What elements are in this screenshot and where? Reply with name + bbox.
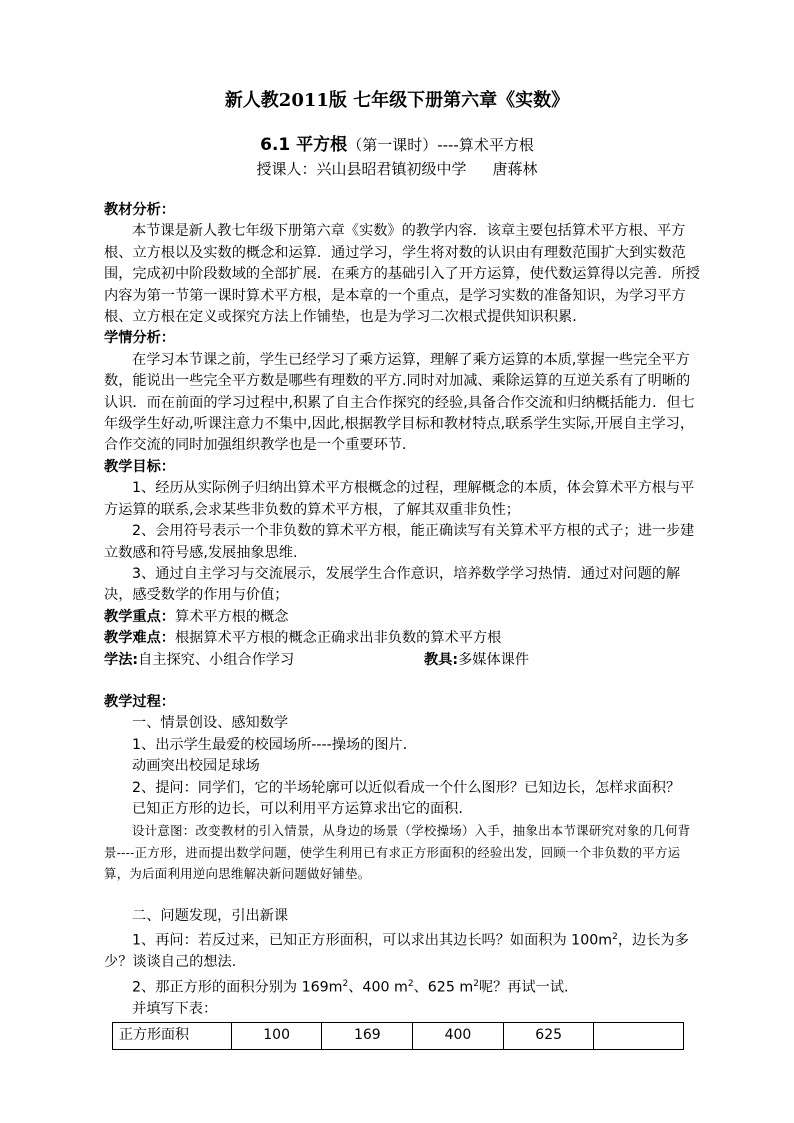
part2-item-1: 1、再问：若反过来，已知正方形面积，可以求出其边长吗？如面积为 $100m^2$，边长为多少？谈谈自己的想法. (104, 932, 689, 971)
document-body (104, 200, 704, 1050)
table-header-cell: 正方形面积 (113, 1023, 232, 1050)
goal-1: 1、经历从实际例子归纳出算术平方根概念的过程，理解概念的本质，体会算术平方根与平方运算的联系,会求某些非负数的算术平方根，了解其双重非负性； (104, 480, 695, 518)
table-cell (594, 1023, 684, 1050)
key-point-heading: 教学重点： (104, 608, 175, 625)
goal-3: 3、通过自主学习与交流展示，发展学生合作意识，培养数学学习热情．通过对问题的解决，感受数学的作用与价值； (104, 565, 681, 604)
part1-item-1: 1、出示学生最爱的校园场所----操场的图片． (132, 736, 417, 753)
part1-item-2: 动画突出校园足球场 (132, 758, 260, 775)
square-area-table (112, 1022, 684, 1050)
table-cell: 169 (322, 1023, 413, 1050)
goal-2: 2、会用符号表示一个非负数的算术平方根，能正确读写有关算术平方根的式子；进一步建立数感和符号感,发展抽象思维. (104, 523, 695, 561)
part2-item-2: 2、那正方形的面积分别为 $169m^2$、400 $m^2$、625 $m^2$呢？再试一试. (132, 978, 569, 996)
difficulty-heading: 教学难点： (104, 630, 175, 647)
teacher-name: 唐蒋林 (492, 160, 538, 178)
document-title: 新人教2011版 七年级下册第六章《实数》 (224, 90, 570, 111)
part1-item-3: 2、提问：同学们，它的半场轮廓可以近似看成一个什么图形？已知边长，怎样求面积？ (132, 779, 681, 796)
process-heading: 教学过程： (104, 693, 175, 710)
difficulty-text: 根据算术平方根的概念正确求出非负数的算术平方根 (174, 630, 502, 647)
table-cell: 100 (231, 1023, 322, 1050)
tools-text: 多媒体课件 (458, 651, 530, 668)
goals-heading: 教学目标： (104, 458, 175, 475)
key-point-text: 算术平方根的概念 (174, 608, 289, 625)
lesson-subtitle (0, 130, 794, 155)
textbook-analysis-heading: 教材分析： (104, 202, 175, 218)
teacher-school: 授课人：兴山县昭君镇初级中学 (256, 160, 467, 178)
key-point-line (104, 607, 704, 628)
textbook-analysis-text: 本节课是新人教七年级下册第六章《实数》的教学内容．该章主要包括算术平方根、平方根、立方根以及实数的概念和运算．通过学习，学生将对数的认识由有理数范围扩大到实数范围，完成初中阶段数域的全部扩展．在乘方的基础引入了开方运算，使代数运算得以完善．所授内容为第一节第一课时算术平方根，是本章的一个重点，是学习实数的准备知识，为学习平方根、立方根在定义或探究方法上作铺垫，也是为学习二次根式提供知识积累． (104, 223, 700, 326)
design-intent-note: 设计意图：改变教材的引入情景，从身边的场景（学校操场）入手，抽象出本节课研究对象的几何背景----正方形，进而提出数学问题，使学生利用已有求正方形面积的经验出发，回顾一个非负数的平方运算，为后面利用逆向思维解决新问题做好铺垫。 (104, 823, 691, 882)
table-row (113, 1023, 684, 1050)
table-cell: 625 (503, 1023, 594, 1050)
part2-title: 二、问题发现，引出新课 (132, 907, 289, 924)
part1-item-4: 已知正方形的边长，可以利用平方运算求出它的面积. (132, 800, 463, 817)
tools-heading: 教具: (424, 651, 459, 668)
method-tools-line (104, 650, 704, 671)
table-cell: 400 (413, 1023, 504, 1050)
student-analysis-text: 在学习本节课之前，学生已经学习了乘方运算，理解了乘方运算的本质,掌握一些完全平方数，能说出一些完全平方数是哪些有理数的平方.同时对加减、乘除运算的互逆关系有了明晰的认识．而在前面的学习过程中,积累了自主合作探究的经验,具备合作交流和归纳概括能力．但七年级学生好动,听课注意力不集中,因此,根据教学目标和教材特点,联系学生实际,开展自主学习，合作交流的同时加强组织教学也是一个重要环节． (104, 351, 695, 454)
difficulty-line (104, 628, 704, 649)
part2-item-3: 并填写下表： (132, 1000, 218, 1017)
method-text: 自主探究、小组合作学习 (138, 651, 295, 668)
lesson-subtitle-main: 6.1 平方根 (260, 135, 348, 155)
lesson-subtitle-rest: （第一课时）----算术平方根 (347, 136, 534, 154)
method-heading: 学法: (104, 651, 139, 668)
teacher-line (0, 158, 794, 179)
student-analysis-heading: 学情分析： (104, 330, 175, 347)
part1-title: 一、情景创设、感知数学 (132, 715, 289, 732)
